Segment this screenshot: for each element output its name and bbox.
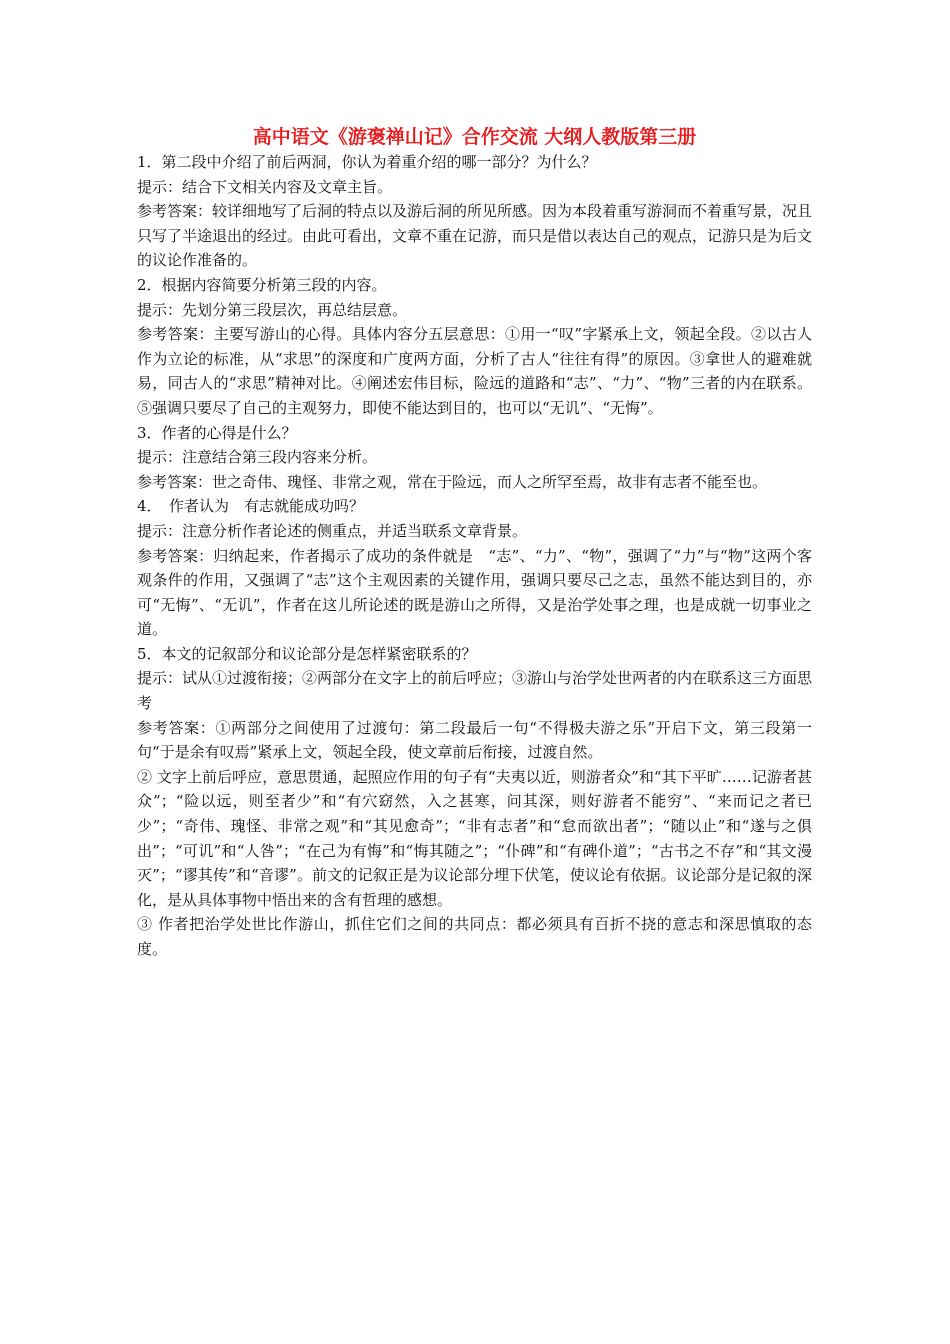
answer-3: 参考答案：世之奇伟、瑰怪、非常之观，常在于险远，而人之所罕至焉，故非有志者不能至也。 [137,472,768,491]
answer-1: 参考答案：较详细地写了后洞的特点以及游后洞的所见所感。因为本段着重写游洞而不着重写景，况且只写了半途退出的经过。由此可看出，文章不重在记游，而只是借以表达自己的观点，记游只是为后文的议论作准备的。 [137,202,813,270]
hint-1: 提示：结合下文相关内容及文章主旨。 [137,177,393,196]
answer-2: 参考答案：主要写游山的心得。具体内容分五层意思：①用一“叹”字紧承上文，领起全段。②以古人作为立论的标准，从“求思”的深度和广度两方面，分析了古人“往往有得”的原因。③拿世人的避难就易，同古人的“求思”精神对比。④阐述宏伟目标，险远的道路和“志”、“力”、“物”三者的内在联系。⑤强调只要尽了自己的主观努力，即使不能达到目的，也可以“无讥”、“无悔”。 [137,325,812,417]
question-1: 1．第二段中介绍了前后两洞，你认为着重介绍的哪一部分？为什么？ [137,153,597,171]
document-body [137,150,812,962]
hint-4: 提示：注意分析作者论述的侧重点，并适当联系文章背景。 [137,521,528,540]
answer-5-part-1: 参考答案：①两部分之间使用了过渡句：第二段最后一句“不得极夫游之乐”开启下文，第三段第一句“于是余有叹焉”紧承上文，领起全段，使文章前后衔接，过渡自然。 [137,718,812,762]
answer-5-part-3: ③ 作者把治学处世比作游山，抓住它们之间的共同点：都必须具有百折不挠的意志和深思慎取的态度。 [137,915,812,958]
question-4: 4． 作者认为 有志就能成功吗？ [137,497,365,516]
hint-3: 提示：注意结合第三段内容来分析。 [137,448,378,467]
answer-5-part-2: ② 文字上前后呼应，意思贯通，起照应作用的句子有“夫夷以近，则游者众”和“其下平旷……记游者甚众”；“险以远，则至者少”和“有穴窈然，入之甚寒，问其深，则好游者不能穷”、“来而记之者已少”；“奇伟、瑰怪、非常之观”和“其见愈奇”；“非有志者”和“怠而欲出者”；“随以止”和“遂与之俱出”；“可讥”和“人咎”；“在己为有悔”和“悔其随之”；“仆碑”和“有碑仆道”；“古书之不存”和“其文漫灭”；“谬其传”和“音谬”。前文的记叙正是为议论部分埋下伏笔，使议论有依据。议论部分是记叙的深化，是从具体事物中悟出来的含有哲理的感想。 [137,767,812,909]
document-page [137,124,812,962]
document-title: 高中语文《游褒禅山记》合作交流 大纲人教版第三册 [252,126,697,148]
hint-2: 提示：先划分第三段层次，再总结层意。 [137,300,408,319]
answer-4: 参考答案：归纳起来，作者揭示了成功的条件就是 “志”、“力”、“物”，强调了“力”与“物”这两个客观条件的作用，又强调了“志”这个主观因素的关键作用，强调只要尽己之志，虽然不能达到目的，亦可“无悔”、“无讥”，作者在这儿所论述的既是游山之所得，又是治学处事之理，也是成就一切事业之道。 [137,546,812,639]
question-2: 2．根据内容简要分析第三段的内容。 [137,275,387,294]
question-5: 5．本文的记叙部分和议论部分是怎样紧密联系的？ [137,644,477,663]
hint-5: 提示：试从①过渡衔接；②两部分在文字上的前后呼应；③游山与治学处世两者的内在联系这三方面思考 [137,669,813,713]
question-3: 3．作者的心得是什么？ [137,423,297,442]
